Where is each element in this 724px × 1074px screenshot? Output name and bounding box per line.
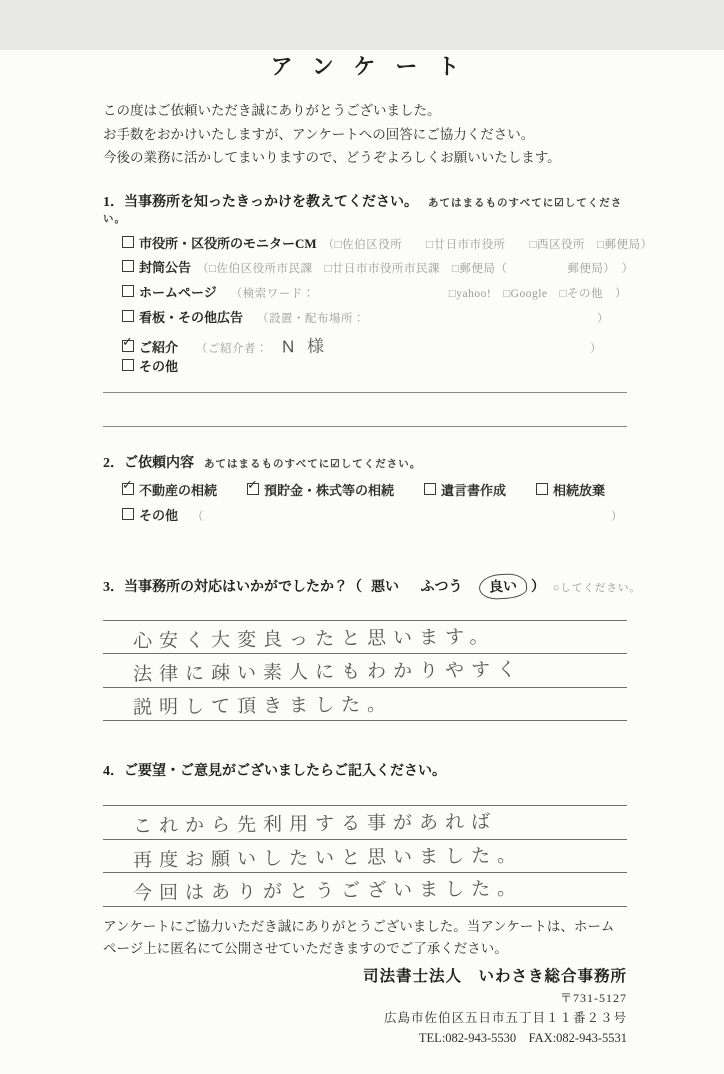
office-name: 司法書士法人 いわさき総合事務所 [362,967,627,985]
checkbox-deposit-stock-inheritance-checked [247,483,259,495]
option-label: 看板・その他広告 [139,309,244,325]
option-referral [122,332,627,357]
intro-paragraph [103,99,627,170]
option-label: 相続放棄 [553,483,606,499]
handwritten-text: これから先利用する事があれば [132,811,498,838]
handwritten-text: 心安く大変良ったと思います。 [132,626,496,652]
question-2-note: あてはまるものすべてに☑してください。 [204,459,422,471]
request-other-row [122,505,627,530]
closing-paren: ） [597,312,609,325]
handwritten-answer-line [103,873,627,907]
office-postal-code: 〒731-5127 [560,990,627,1005]
blank-writing-line [103,381,627,393]
opening-paren: （ [192,511,205,524]
question-3-answer-area [103,620,627,722]
option-label: ホームページ [139,285,217,301]
closing-line: アンケートにご協力いただき誠にありがとうございました。当アンケートは、ホーム [103,918,615,934]
option-label: 封筒公告 [139,260,192,276]
option-label: ご紹介 [139,339,179,355]
option-label: 預貯金・株式等の相続 [264,483,395,499]
rating-good-selected: 良い [488,579,518,596]
checkbox-inheritance-renunciation [536,483,548,495]
checkbox-city-monitor-cm [122,236,134,248]
option-label: 遺言書作成 [441,483,507,499]
checkbox-will-creation [424,483,436,495]
rating-bad: 悪い [371,579,399,595]
checkbox-request-other [122,508,134,520]
rating-options [362,574,531,599]
handwritten-text: 今回はありがとうございました。 [132,878,524,905]
option-city-monitor-cm [122,233,653,258]
closing-paragraph [103,916,627,961]
option-signboard-ads [122,307,627,332]
scanned-survey-page [0,50,724,1074]
placement-field-label: （設置・配布場所： [257,312,366,325]
question-1-heading [103,191,627,227]
intro-line: お手数をおかけいたしますが、アンケートへの回答にご協力ください。 [103,126,535,142]
question-3-heading [103,574,641,599]
handwritten-answer-line [103,654,627,688]
handwritten-referrer-name: N 様 [281,336,329,357]
question-1-note: あてはまるものすべてに☑してください。 [103,197,623,225]
question-2-heading [103,452,627,472]
option-homepage [122,282,627,307]
question-4-heading [103,760,627,780]
option-label: その他 [139,359,179,375]
question-1-title: 1．当事務所を知ったきっかけを教えてください。 [103,194,418,210]
option-label: 市役所・区役所のモニターCM [139,235,317,251]
page-title: アンケート [270,54,480,79]
rating-normal: ふつう [420,579,463,595]
office-tel-fax: TEL:082-943-5530 FAX:082-943-5531 [418,1030,627,1045]
option-other [122,356,627,381]
checkbox-referral-checked [122,340,134,352]
option-envelope-notice [122,257,634,282]
handwritten-answer-line [103,840,627,874]
handwritten-answer-line [103,806,627,840]
handwritten-answer-line [103,688,627,722]
handwritten-text: 説明して頂きました。 [132,694,394,719]
question-2-options [122,480,627,530]
referrer-field-label: （ご紹介者： [196,342,269,355]
checkbox-envelope-notice [122,260,134,272]
question-3-note: ○してください。 [553,582,641,594]
office-info-block [103,964,627,1046]
option-label: その他 [139,508,179,524]
question-1-options [122,233,653,382]
handwritten-answer-line [103,621,627,655]
question-2-title: 2．ご依頼内容 [103,456,194,472]
closing-line: ページ上に匿名にて公開させていただきますのでご了承ください。 [103,941,508,957]
option-sublist: （□佐伯区役所市民課 □廿日市市役所市民課 □郵便局（ 郵便局） ） [197,263,634,276]
intro-line: この度はご依頼いただき誠にありがとうございました。 [103,103,441,118]
option-label: 不動産の相続 [139,483,218,499]
checkbox-signboard-ads [122,310,134,322]
closing-paren: ） [590,342,602,355]
closing-paren: ） [531,579,545,595]
search-engine-options: □yahoo! □Google □その他 ） [448,288,627,301]
closing-paren: ） [611,511,623,524]
option-sublist: （□佐伯区役所 □廿日市市役所 □西区役所 □郵便局） [322,238,653,251]
checkbox-real-estate-inheritance-checked [122,483,134,495]
checkbox-other [122,359,134,371]
handwritten-text: 法律に疎い素人にもわかりやすく [132,659,524,686]
blank-writing-line [103,393,627,427]
question-3-title: 3．当事務所の対応はいかがでしたか？（ [103,579,362,595]
checkbox-homepage [122,285,134,297]
request-type-row [122,480,627,505]
search-word-field-label: （検索ワード： [230,288,315,301]
intro-line: 今後の業務に活かしてまいりますので、どうぞよろしくお願いいたします。 [103,150,561,165]
office-address: 広島市佐伯区五日市五丁目１１番２３号 [383,1010,627,1025]
handdrawn-circle-around-good [478,573,527,600]
question-4-title: 4．ご要望・ご意見がございましたらご記入ください。 [103,764,446,780]
question-4-answer-area [103,805,627,907]
handwritten-text: 再度お願いしたいと思いました。 [132,845,524,872]
